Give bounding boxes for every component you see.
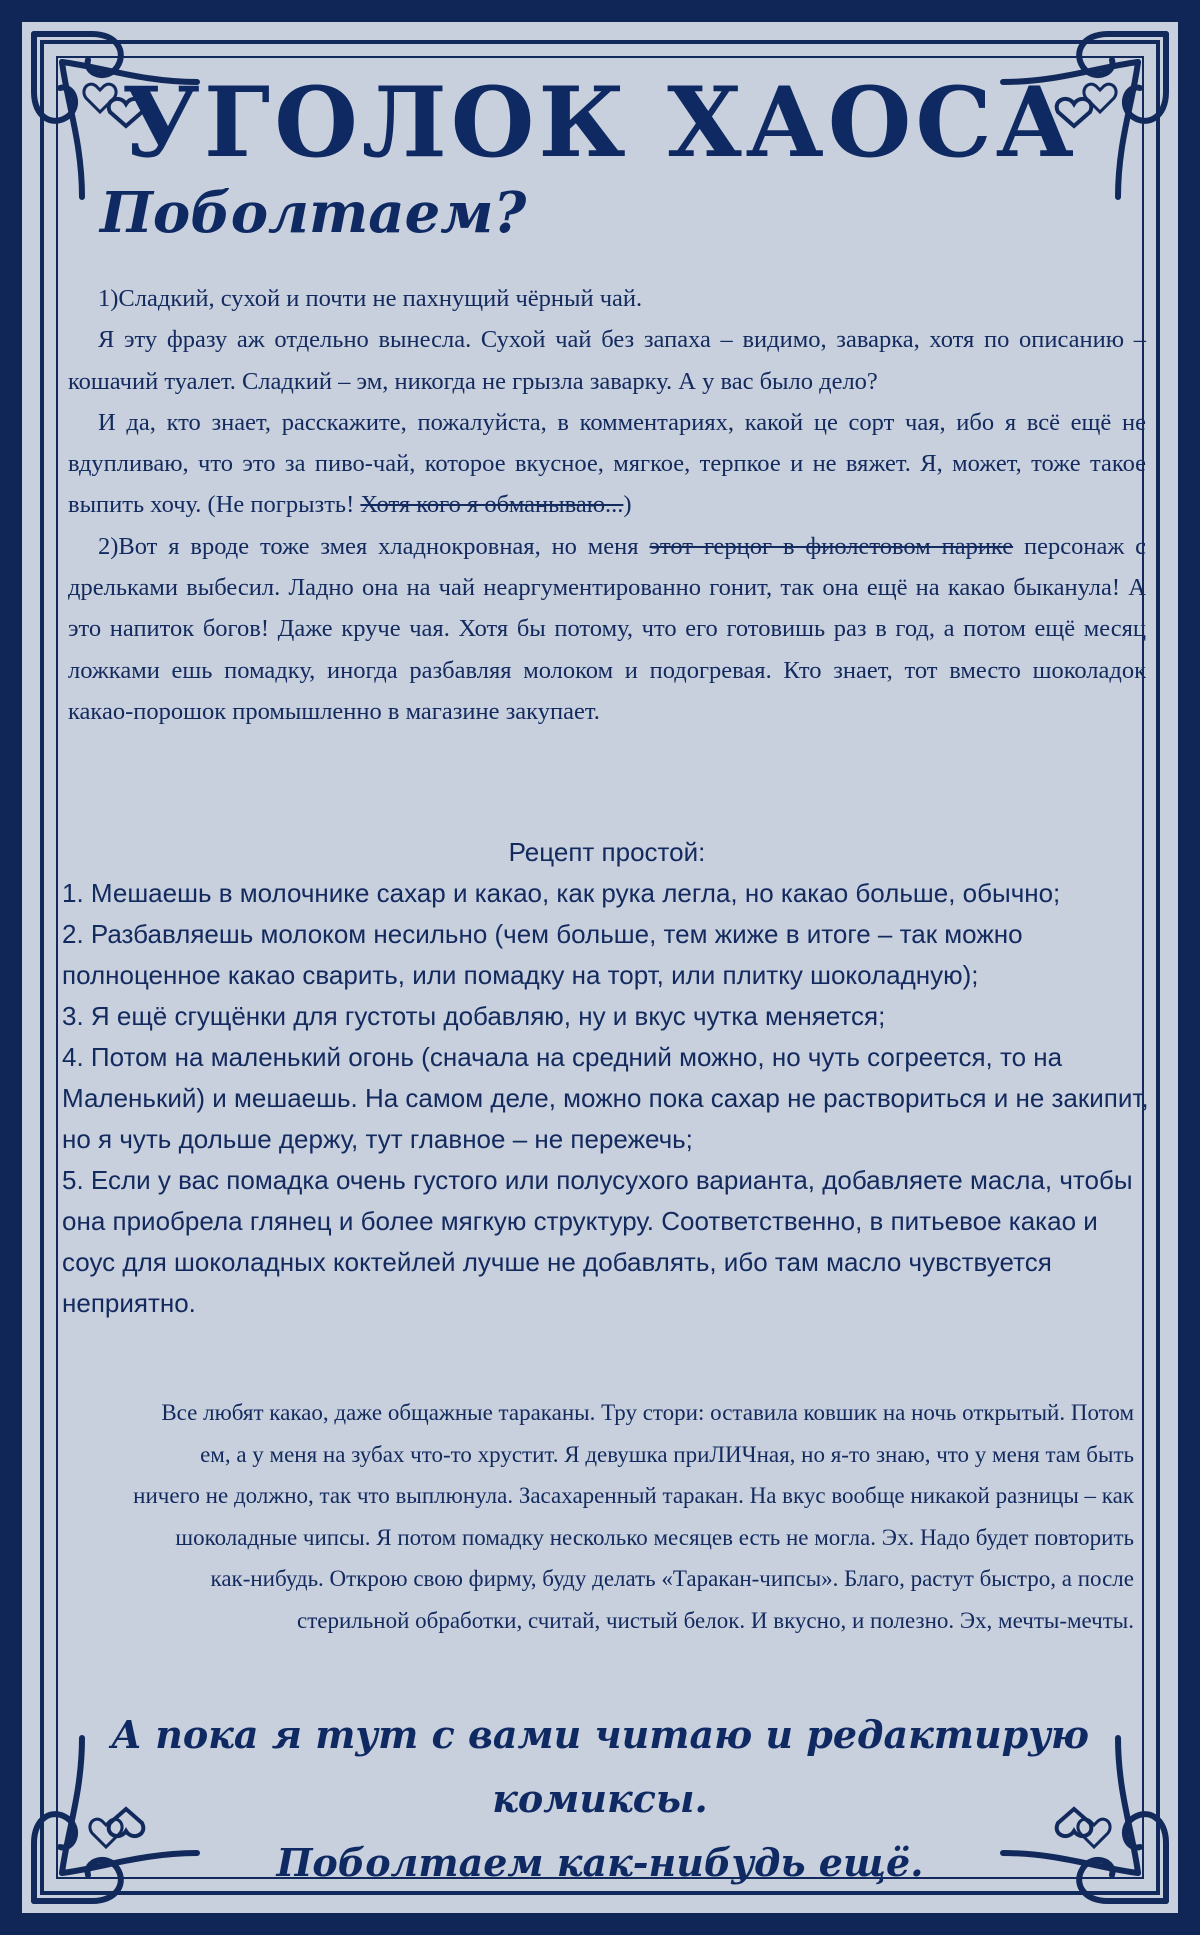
recipe-step: 3. Я ещё сгущёнки для густоты добавляю, ну и вкус чутка меняется; — [62, 1001, 886, 1031]
paragraph-text: персонаж с дрельками выбесил. Ладно она на чай неаргументированно гонит, так она ещё на какао быканула! А это напиток богов! Даже круче чая. Хотя бы потому, что его готовишь раз в год, а потом ещё месяц ложками ешь помадку, иногда разбавляя молоком и подогревая. Кто знает, тот вместо шоколадок какао-порошок промышленно в магазине закупает. — [68, 532, 1146, 725]
recipe-step: 1. Мешаешь в молочнике сахар и какао, как рука легла, но какао больше, обычно; — [62, 878, 1061, 908]
recipe-step: 2. Разбавляешь молоком несильно (чем больше, тем жиже в итоге – так можно полноценное какао сварить, или помадку на торт, или плитку шоколадную); — [62, 919, 1023, 990]
recipe-step: 4. Потом на маленький огонь (сначала на средний можно, но чуть согреется, то на Маленький) и мешаешь. На самом деле, можно пока сахар не раствориться и не закипит, но я чуть дольше держу, тут главное – не пережечь; — [62, 1042, 1149, 1154]
intro-paragraph: 1)Сладкий, сухой и почти не пахнущий чёрный чай. — [98, 285, 643, 312]
story-paragraph: Все любят какао, даже общажные тараканы. Тру стори: оставила ковшик на ночь открытый. Потом ем, а у меня на зубах что-то хрустит. Я девушка приЛИЧная, но я-то знаю, что у меня там быть ничего не должно, так что выплюнула. Засахаренный таракан. На вкус вообще никакой разницы – как шоколадные чипсы. Я потом помадку несколько месяцев есть не могла. Эх. Надо будет повторить как-нибудь. Открою свою фирму, буду делать «Таракан-чипсы». Благо, растут быстро, а после стерильной обработки, считай, чистый белок. И вкусно, и полезно. Эх, мечты-мечты. — [133, 1400, 1134, 1633]
recipe-step: 5. Если у вас помадка очень густого или полусухого варианта, добавляете масла, чтобы она приобрела глянец и более мягкую структуру. Соответственно, в питьевое какао и соус для шоколадных коктейлей лучше не добавлять, ибо там масло чувствуется неприятно. — [62, 1165, 1133, 1318]
intro-section — [68, 278, 1146, 732]
paragraph-text: ) — [623, 491, 632, 519]
strikethrough-text: Хотя кого я обманываю... — [360, 491, 624, 519]
outro-section — [0, 1703, 1200, 1895]
paragraph-text: И да, кто знает, расскажите, пожалуйста, в комментариях, какой це сорт чая, ибо я всё ещё не вдупливаю, что это за пиво-чай, которое вкусное, мягкое, терпкое и не вяжет. Я, может, тоже такое выпить хочу. (Не погрызть! — [68, 408, 1146, 519]
intro-paragraph: Я эту фразу аж отдельно вынесла. Сухой чай без запаха – видимо, заварка, хотя по описанию – кошачий туалет. Сладкий – эм, никогда не грызла заварку. А у вас было дело? — [68, 326, 1146, 395]
intro-paragraph — [68, 402, 1146, 526]
intro-paragraph — [68, 526, 1146, 732]
outro-line: А пока я тут с вами читаю и редактирую комиксы. — [111, 1712, 1089, 1821]
recipe-steps — [62, 873, 1152, 1324]
page-subtitle: Поболтаем? — [100, 180, 527, 246]
page-title: УГОЛОК ХАОСА — [122, 66, 1078, 179]
outro-line: Поболтаем как-нибудь ещё. — [276, 1840, 924, 1885]
paragraph-text: 2)Вот я вроде тоже змея хладнокровная, но меня — [98, 532, 650, 560]
recipe-title: Рецепт простой: — [508, 837, 706, 867]
strikethrough-text: этот герцог в фиолетовом парике — [649, 532, 1014, 560]
recipe-section — [62, 832, 1152, 1324]
